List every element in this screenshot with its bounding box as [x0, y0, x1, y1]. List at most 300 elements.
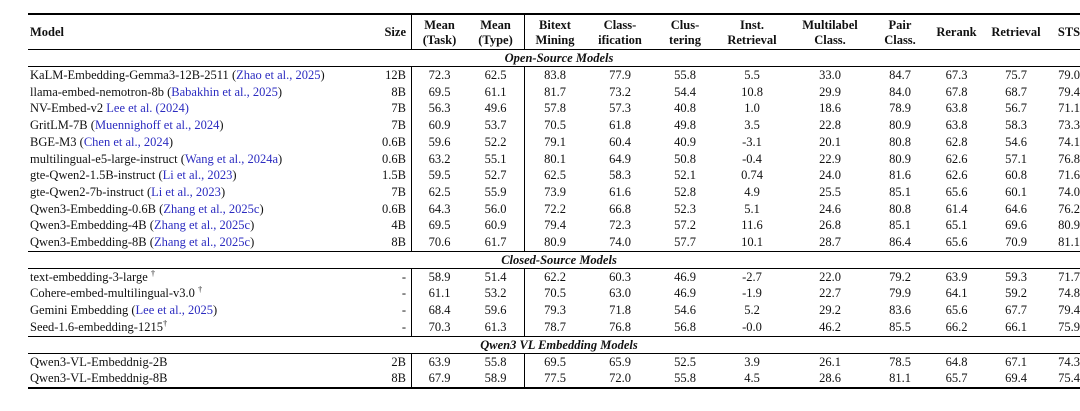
- model-size-cell: 4B: [391, 218, 406, 233]
- score-cell-sts: 76.2: [1058, 201, 1080, 216]
- score-cell-rerank: 64.1: [945, 286, 968, 301]
- score-cell-clus: 40.8: [674, 101, 696, 116]
- table-row: [28, 151, 1080, 168]
- score-cell-mean_task: 60.9: [412, 117, 468, 134]
- model-name: Qwen3-Embedding-8B: [30, 235, 147, 250]
- score-cell-mean_task: 59.5: [412, 167, 468, 184]
- score-cell-rerank: 62.8: [945, 134, 968, 149]
- col-header-retr-line: Retrieval: [991, 25, 1041, 40]
- score-cell-class: 77.9: [609, 68, 631, 82]
- model-name: gte-Qwen2-7b-instruct: [30, 184, 144, 199]
- citation-link[interactable]: Muennighoff et al., 2024: [94, 118, 220, 133]
- model-name: Cohere-embed-multilingual-v3.0: [30, 286, 195, 301]
- score-cell-clus: 55.8: [674, 68, 696, 82]
- score-cell-mean_type: 55.8: [484, 354, 507, 369]
- model-name: gte-Qwen2-1.5B-instruct: [30, 168, 156, 183]
- score-cell-sts: 74.8: [1058, 286, 1080, 301]
- score-cell-mean_type: 58.9: [484, 371, 507, 386]
- model-name: text-embedding-3-large: [30, 269, 148, 284]
- col-header-clus-line: Clus-: [670, 18, 700, 32]
- score-cell-sts: 79.0: [1058, 68, 1080, 82]
- score-cell-mean_type: 61.3: [484, 319, 507, 334]
- score-cell-bitext: 70.5: [525, 285, 586, 302]
- score-cell-rerank: 65.7: [945, 371, 968, 386]
- col-header-model-line: Model: [30, 25, 65, 40]
- model-size-cell: 7B: [391, 184, 406, 199]
- score-cell-inst: -3.1: [742, 134, 762, 149]
- score-cell-pair: 81.1: [889, 371, 911, 386]
- score-cell-mean_task: 69.5: [412, 84, 468, 101]
- model-name: Gemini Embedding: [30, 303, 129, 318]
- score-cell-pair: 85.1: [889, 184, 911, 199]
- score-cell-sts: 73.3: [1058, 118, 1080, 133]
- table-header: [28, 14, 1080, 50]
- col-header-pair-line: Pair: [888, 18, 912, 32]
- model-name: NV-Embed-v2: [30, 101, 104, 116]
- citation-link[interactable]: Li et al., 2023: [151, 184, 221, 199]
- score-cell-bitext: 57.8: [525, 100, 586, 117]
- col-header-class-line: ification: [598, 32, 642, 47]
- score-cell-mean_task: 70.3: [412, 319, 468, 336]
- model-size-cell: 0.6B: [382, 151, 406, 166]
- score-cell-rerank: 65.6: [945, 235, 968, 250]
- score-cell-retr: 68.7: [1005, 84, 1027, 99]
- table-row: [28, 84, 1080, 101]
- score-cell-pair: 80.8: [889, 201, 911, 216]
- score-cell-clus: 50.8: [674, 151, 696, 166]
- score-cell-class: 72.0: [609, 371, 631, 386]
- score-cell-mean_type: 52.7: [484, 168, 507, 183]
- score-cell-mean_task: 61.1: [412, 285, 468, 302]
- score-cell-retr: 57.1: [1005, 151, 1027, 166]
- model-name: Qwen3-VL-Embeddnig-8B: [30, 371, 168, 386]
- col-header-inst-line: Inst.: [740, 18, 764, 32]
- score-cell-inst: 4.5: [744, 371, 760, 386]
- score-cell-mean_type: 52.2: [484, 134, 507, 149]
- score-cell-rerank: 65.6: [945, 303, 968, 318]
- score-cell-bitext: 62.2: [525, 268, 586, 285]
- score-cell-bitext: 78.7: [525, 319, 586, 336]
- model-name: Seed-1.6-embedding-1215: [30, 319, 163, 334]
- score-cell-mean_task: 56.3: [412, 100, 468, 117]
- model-size-cell: -: [401, 303, 406, 318]
- citation-link[interactable]: Babakhin et al., 2025: [171, 84, 278, 99]
- score-cell-bitext: 79.4: [525, 217, 586, 234]
- col-header-clus-line: tering: [669, 32, 701, 47]
- col-header-rerank: [929, 14, 984, 50]
- model-name: multilingual-e5-large-instruct: [30, 151, 178, 166]
- col-header-mean_type-line: Mean: [480, 18, 511, 32]
- score-cell-mean_type: 61.7: [484, 235, 507, 250]
- model-name-cell: Qwen3-Embedding-0.6B (Zhang et al., 2025c): [30, 201, 264, 216]
- score-cell-retr: 64.6: [1005, 201, 1027, 216]
- score-cell-sts: 71.7: [1058, 269, 1080, 284]
- model-name: KaLM-Embedding-Gemma3-12B-2511: [30, 68, 229, 82]
- score-cell-bitext: 83.8: [525, 67, 586, 84]
- score-cell-multi: 28.7: [819, 235, 841, 250]
- table-row: [28, 167, 1080, 184]
- score-cell-clus: 57.7: [674, 235, 696, 250]
- score-cell-sts: 74.0: [1058, 184, 1080, 199]
- col-header-model: [28, 14, 361, 50]
- model-size-cell: 7B: [391, 118, 406, 133]
- score-cell-mean_type: 61.1: [484, 84, 507, 99]
- score-cell-multi: 25.5: [819, 184, 841, 199]
- score-cell-mean_task: 69.5: [412, 217, 468, 234]
- score-cell-clus: 52.5: [674, 354, 696, 369]
- section-header: Closed-Source Models: [28, 251, 1080, 268]
- score-cell-clus: 52.8: [674, 184, 696, 199]
- score-cell-mean_task: 72.3: [412, 67, 468, 84]
- score-cell-bitext: 79.3: [525, 302, 586, 319]
- score-cell-sts: 75.4: [1058, 371, 1080, 386]
- score-cell-class: 74.0: [609, 235, 631, 250]
- score-cell-retr: 56.7: [1005, 101, 1027, 116]
- score-cell-mean_task: 58.9: [412, 268, 468, 285]
- score-cell-retr: 70.9: [1005, 235, 1027, 250]
- col-header-mean_task: [412, 14, 468, 50]
- score-cell-rerank: 63.8: [945, 101, 968, 116]
- col-header-multi: [789, 14, 871, 50]
- score-cell-rerank: 64.8: [945, 354, 968, 369]
- score-cell-bitext: 79.1: [525, 134, 586, 151]
- score-cell-multi: 22.7: [819, 286, 841, 301]
- model-name-cell: [28, 268, 361, 285]
- score-cell-retr: 67.7: [1005, 303, 1027, 318]
- score-cell-retr: 59.2: [1005, 286, 1027, 301]
- score-cell-mean_task: 70.6: [412, 234, 468, 251]
- score-cell-rerank: 61.4: [945, 201, 968, 216]
- score-cell-multi: 29.9: [819, 84, 841, 99]
- col-header-size: [361, 14, 412, 50]
- col-header-mean_task-line: Mean: [424, 18, 455, 32]
- dagger-icon: †: [198, 285, 203, 295]
- score-cell-mean_type: 55.1: [484, 151, 507, 166]
- score-cell-inst: 10.8: [741, 84, 763, 99]
- score-cell-pair: 79.9: [889, 286, 911, 301]
- model-name: Qwen3-VL-Embeddnig-2B: [30, 354, 168, 369]
- model-name-cell: Qwen3-Embedding-4B (Zhang et al., 2025c): [30, 218, 255, 233]
- score-cell-class: 58.3: [609, 168, 631, 183]
- score-cell-mean_task: 63.9: [412, 353, 468, 370]
- table-row: [28, 217, 1080, 234]
- dagger-icon: †: [150, 268, 156, 278]
- score-cell-retr: 69.4: [1005, 371, 1027, 386]
- score-cell-mean_type: 53.7: [484, 118, 507, 133]
- score-cell-inst: 3.9: [744, 354, 760, 369]
- citation-link[interactable]: Lee et al. (2024): [106, 101, 189, 116]
- score-cell-class: 65.9: [609, 354, 631, 369]
- score-cell-pair: 78.5: [889, 354, 911, 369]
- table-row: [28, 67, 1080, 84]
- col-header-sts-line: STS: [1057, 25, 1080, 40]
- score-cell-clus: 46.9: [674, 269, 696, 284]
- citation-link[interactable]: Wang et al., 2024a: [184, 151, 279, 166]
- model-name-cell: multilingual-e5-large-instruct (Wang et al., 2024a): [30, 151, 283, 166]
- model-name-cell: KaLM-Embedding-Gemma3-12B-2511 (Zhao et al., 2025): [30, 68, 325, 82]
- model-size-cell: -: [401, 269, 406, 284]
- score-cell-sts: 79.4: [1058, 84, 1080, 99]
- score-cell-multi: 26.1: [819, 354, 841, 369]
- score-cell-mean_type: 51.4: [484, 269, 507, 284]
- col-header-size-line: Size: [384, 25, 406, 40]
- score-cell-mean_task: 64.3: [412, 201, 468, 218]
- table-row: [28, 319, 1080, 336]
- score-cell-pair: 80.9: [889, 151, 911, 166]
- score-cell-bitext: 80.1: [525, 151, 586, 168]
- score-cell-class: 71.8: [609, 303, 631, 318]
- score-cell-bitext: 80.9: [525, 234, 586, 251]
- score-cell-class: 73.2: [609, 84, 631, 99]
- model-size-cell: 2B: [391, 354, 406, 369]
- score-cell-multi: 26.8: [819, 218, 841, 233]
- score-cell-bitext: 70.5: [525, 117, 586, 134]
- score-cell-mean_type: 49.6: [484, 101, 507, 116]
- model-name: Qwen3-Embedding-0.6B: [30, 201, 157, 216]
- score-cell-sts: 71.6: [1058, 168, 1080, 183]
- score-cell-multi: 33.0: [819, 68, 841, 82]
- model-name: BGE-M3: [30, 134, 77, 149]
- score-cell-pair: 83.6: [889, 303, 911, 318]
- score-cell-pair: 81.6: [889, 168, 911, 183]
- score-cell-inst: -0.4: [742, 151, 762, 166]
- table-row: [28, 370, 1080, 388]
- citation-link[interactable]: Chen et al., 2024: [83, 134, 169, 149]
- score-cell-class: 72.3: [609, 218, 631, 233]
- score-cell-clus: 40.9: [674, 134, 696, 149]
- score-cell-bitext: 81.7: [525, 84, 586, 101]
- model-size-cell: 8B: [391, 235, 406, 250]
- model-name-cell: gte-Qwen2-7b-instruct (Li et al., 2023): [30, 184, 226, 199]
- score-cell-mean_type: 56.0: [484, 201, 507, 216]
- col-header-class: [585, 14, 655, 50]
- score-cell-pair: 84.0: [889, 84, 911, 99]
- score-cell-mean_type: 60.9: [484, 218, 507, 233]
- col-header-pair: [871, 14, 929, 50]
- score-cell-mean_task: 59.6: [412, 134, 468, 151]
- score-cell-bitext: 62.5: [525, 167, 586, 184]
- table-row: [28, 134, 1080, 151]
- model-size-cell: 0.6B: [382, 201, 406, 216]
- score-cell-pair: 86.4: [889, 235, 911, 250]
- score-cell-class: 61.8: [609, 118, 631, 133]
- score-cell-sts: 76.8: [1058, 151, 1080, 166]
- model-name-cell: [28, 319, 361, 336]
- score-cell-bitext: 73.9: [525, 184, 586, 201]
- score-cell-retr: 67.1: [1005, 354, 1027, 369]
- score-cell-retr: 75.7: [1005, 68, 1027, 82]
- model-name: Qwen3-Embedding-4B: [30, 218, 147, 233]
- model-name-cell: [28, 370, 361, 388]
- score-cell-inst: 5.1: [744, 201, 760, 216]
- score-cell-inst: -0.0: [742, 319, 762, 334]
- score-cell-inst: 0.74: [741, 168, 763, 183]
- model-size-cell: -: [401, 319, 406, 334]
- col-header-mean_task-line: (Task): [422, 32, 457, 47]
- score-cell-pair: 79.2: [889, 269, 911, 284]
- col-header-multi-line: Multilabel: [802, 18, 858, 32]
- score-cell-pair: 84.7: [889, 68, 911, 82]
- score-cell-pair: 80.8: [889, 134, 911, 149]
- score-cell-rerank: 65.1: [945, 218, 968, 233]
- col-header-class-line: Class-: [603, 18, 637, 32]
- score-cell-rerank: 63.8: [945, 118, 968, 133]
- score-cell-multi: 22.0: [819, 269, 841, 284]
- score-cell-retr: 69.6: [1005, 218, 1027, 233]
- score-cell-multi: 20.1: [819, 134, 841, 149]
- table-row: [28, 201, 1080, 218]
- score-cell-inst: 10.1: [741, 235, 763, 250]
- score-cell-multi: 24.0: [819, 168, 841, 183]
- score-cell-inst: 4.9: [744, 184, 760, 199]
- score-cell-mean_task: 68.4: [412, 302, 468, 319]
- model-name-cell: GritLM-7B (Muennighoff et al., 2024): [30, 118, 224, 133]
- citation-link[interactable]: Li et al., 2023: [162, 168, 233, 183]
- score-cell-retr: 66.1: [1005, 319, 1027, 334]
- score-cell-mean_task: 63.2: [412, 151, 468, 168]
- score-cell-rerank: 66.2: [945, 319, 968, 334]
- score-cell-class: 61.6: [609, 184, 631, 199]
- model-name: llama-embed-nemotron-8b: [30, 84, 164, 99]
- score-cell-bitext: 77.5: [525, 370, 586, 388]
- score-cell-class: 57.3: [609, 101, 631, 116]
- col-header-bitext-line: Bitext: [539, 18, 571, 32]
- model-name-cell: gte-Qwen2-1.5B-instruct (Li et al., 2023): [30, 168, 237, 183]
- score-cell-retr: 59.3: [1005, 269, 1027, 284]
- score-cell-mean_type: 59.6: [484, 303, 507, 318]
- score-cell-pair: 85.1: [889, 218, 911, 233]
- score-cell-sts: 74.3: [1058, 354, 1080, 369]
- model-size-cell: 0.6B: [382, 134, 406, 149]
- table-body: [28, 50, 1080, 388]
- score-cell-mean_type: 62.5: [484, 68, 507, 82]
- score-cell-rerank: 67.8: [945, 84, 968, 99]
- model-size-cell: -: [401, 286, 406, 301]
- score-cell-class: 66.8: [609, 201, 631, 216]
- score-cell-inst: 11.6: [741, 218, 763, 233]
- score-cell-class: 64.9: [609, 151, 631, 166]
- score-cell-rerank: 62.6: [945, 151, 968, 166]
- table-row: [28, 184, 1080, 201]
- score-cell-sts: 74.1: [1058, 134, 1080, 149]
- citation-link[interactable]: Zhang et al., 2025c: [153, 235, 251, 250]
- model-name-cell: [28, 100, 361, 117]
- col-header-clus: [655, 14, 715, 50]
- citation-link[interactable]: Zhang et al., 2025c: [153, 218, 251, 233]
- model-size-cell: 7B: [391, 101, 406, 116]
- table-row: [28, 302, 1080, 319]
- citation-link[interactable]: Zhao et al., 2025: [236, 68, 321, 82]
- score-cell-inst: -2.7: [742, 269, 762, 284]
- citation-link[interactable]: Zhang et al., 2025c: [163, 201, 260, 216]
- score-cell-inst: 1.0: [744, 101, 760, 116]
- col-header-bitext: [525, 14, 586, 50]
- score-cell-inst: 5.2: [744, 303, 760, 318]
- score-cell-class: 76.8: [609, 319, 631, 334]
- score-cell-retr: 60.8: [1005, 168, 1027, 183]
- table-row: [28, 100, 1080, 117]
- score-cell-clus: 54.6: [674, 303, 696, 318]
- score-cell-multi: 28.6: [819, 371, 841, 386]
- score-cell-inst: 3.5: [744, 118, 760, 133]
- score-cell-class: 63.0: [609, 286, 631, 301]
- score-cell-clus: 55.8: [674, 371, 696, 386]
- score-cell-clus: 49.8: [674, 118, 696, 133]
- score-cell-retr: 60.1: [1005, 184, 1027, 199]
- table-row: [28, 268, 1080, 285]
- score-cell-sts: 75.9: [1058, 319, 1080, 334]
- model-size-cell: 8B: [391, 371, 406, 386]
- section-header: Open-Source Models: [28, 50, 1080, 67]
- model-name-cell: llama-embed-nemotron-8b (Babakhin et al., 2025): [30, 84, 283, 99]
- table-row: [28, 117, 1080, 134]
- score-cell-sts: 81.1: [1058, 235, 1080, 250]
- score-cell-multi: 29.2: [819, 303, 841, 318]
- score-cell-mean_type: 53.2: [484, 286, 507, 301]
- score-cell-clus: 54.4: [674, 84, 696, 99]
- col-header-multi-line: Class.: [814, 32, 846, 47]
- model-name-cell: [28, 285, 361, 302]
- score-cell-mean_type: 55.9: [484, 184, 507, 199]
- score-cell-class: 60.4: [609, 134, 631, 149]
- score-cell-sts: 79.4: [1058, 303, 1080, 318]
- col-header-inst-line: Retrieval: [727, 32, 777, 47]
- score-cell-multi: 24.6: [819, 201, 841, 216]
- score-cell-bitext: 72.2: [525, 201, 586, 218]
- model-name-cell: BGE-M3 (Chen et al., 2024): [30, 134, 174, 149]
- score-cell-bitext: 69.5: [525, 353, 586, 370]
- score-cell-inst: -1.9: [742, 286, 762, 301]
- score-cell-rerank: 63.9: [945, 269, 968, 284]
- score-cell-clus: 52.1: [674, 168, 696, 183]
- col-header-rerank-line: Rerank: [936, 25, 977, 40]
- col-header-mean_type: [467, 14, 525, 50]
- score-cell-pair: 85.5: [889, 319, 911, 334]
- section-header: Qwen3 VL Embedding Models: [28, 336, 1080, 353]
- score-cell-pair: 78.9: [889, 101, 911, 116]
- col-header-sts: [1048, 14, 1080, 50]
- score-cell-clus: 57.2: [674, 218, 696, 233]
- score-cell-mean_task: 67.9: [412, 370, 468, 388]
- col-header-mean_type-line: (Type): [478, 32, 513, 47]
- score-cell-multi: 18.6: [819, 101, 841, 116]
- score-cell-sts: 80.9: [1058, 218, 1080, 233]
- dagger-icon: †: [162, 318, 168, 328]
- model-name: GritLM-7B: [30, 118, 88, 133]
- model-size-cell: 8B: [391, 84, 406, 99]
- table-row: [28, 234, 1080, 251]
- score-cell-rerank: 65.6: [945, 184, 968, 199]
- score-cell-retr: 58.3: [1005, 118, 1027, 133]
- score-cell-clus: 56.8: [674, 319, 696, 334]
- col-header-pair-line: Class.: [884, 32, 916, 47]
- score-cell-multi: 22.9: [819, 151, 841, 166]
- score-cell-sts: 71.1: [1058, 101, 1080, 116]
- score-cell-rerank: 67.3: [945, 68, 968, 82]
- score-cell-pair: 80.9: [889, 118, 911, 133]
- model-name-cell: [28, 353, 361, 370]
- score-cell-retr: 54.6: [1005, 134, 1027, 149]
- score-cell-inst: 5.5: [744, 68, 760, 82]
- score-cell-class: 60.3: [609, 269, 631, 284]
- table-row: [28, 285, 1080, 302]
- model-name-cell: Gemini Embedding (Lee et al., 2025): [30, 303, 218, 318]
- model-size-cell: 12B: [385, 68, 406, 82]
- table-row: [28, 353, 1080, 370]
- col-header-inst: [715, 14, 789, 50]
- benchmark-table: [28, 13, 1080, 389]
- citation-link[interactable]: Lee et al., 2025: [135, 303, 213, 318]
